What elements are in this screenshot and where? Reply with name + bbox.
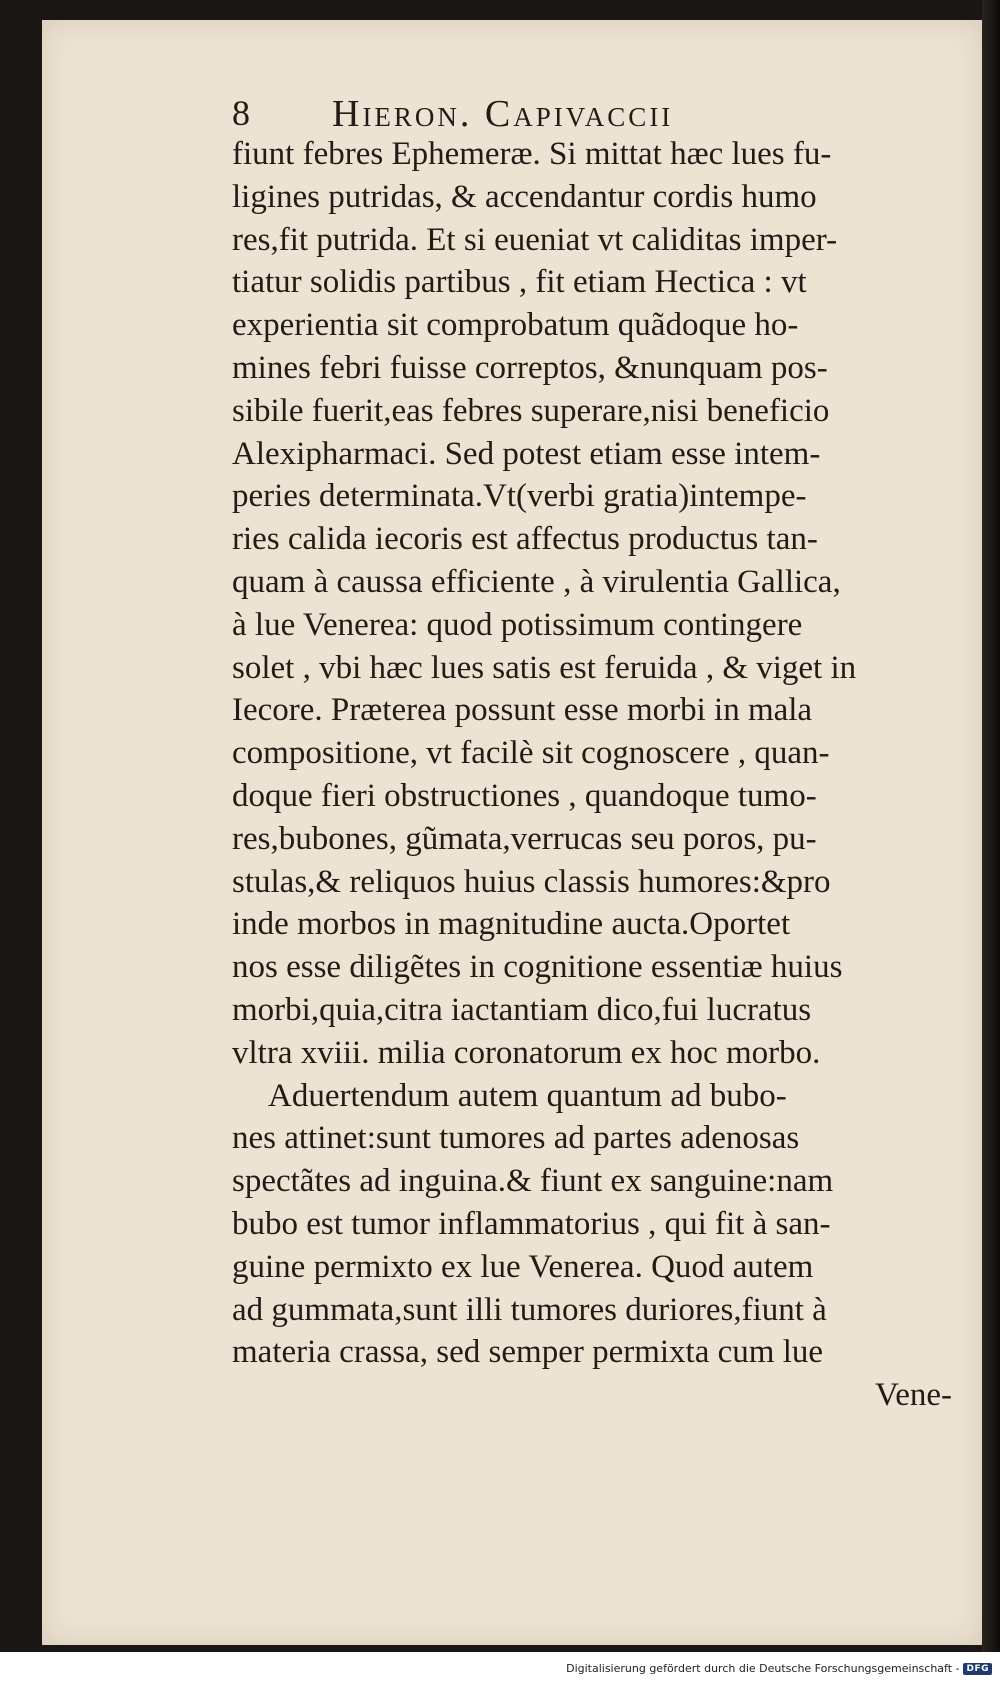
text-line: ligines putridas, & accendantur cordis humo [232, 178, 817, 215]
text-line: sibile fuerit,eas febres superare,nisi beneficio [232, 392, 830, 429]
text-line: à lue Venerea: quod potissimum contingere [232, 606, 803, 643]
catchword: Vene- [875, 1377, 952, 1414]
paragraph-start-line: Aduertendum autem quantum ad bubo- [268, 1077, 787, 1114]
text-line: spectãtes ad inguina.& fiunt ex sanguine:nam [232, 1163, 834, 1200]
text-line: Iecore. Præterea possunt esse morbi in mala [232, 692, 813, 729]
text-line: morbi,quia,citra iactantiam dico,fui lucratus [232, 991, 812, 1028]
text-line: compositione, vt facilè sit cognoscere , quan- [232, 735, 830, 772]
text-line: fiunt febres Ephemeræ. Si mittat hæc lues fu- [232, 136, 832, 172]
text-line: res,bubones, gũmata,verrucas seu poros, pu- [232, 820, 817, 857]
text-line: guine permixto ex lue Venerea. Quod autem [232, 1248, 814, 1285]
footer-credit-text: Digitalisierung gefördert durch die Deutsche Forschungsgemeinschaft - [566, 1662, 960, 1675]
text-line: vltra xviii. milia coronatorum ex hoc morbo. [232, 1034, 821, 1071]
text-line: mines febri fuisse correptos, &nunquam pos- [232, 349, 828, 386]
text-line: nes attinet:sunt tumores ad partes adenosas [232, 1120, 800, 1157]
text-line: Alexipharmaci. Sed potest etiam esse intem- [232, 435, 821, 472]
page-number: 8 [232, 93, 250, 133]
text-line: nos esse diligẽtes in cognitione essentiæ huius [232, 949, 843, 986]
text-line: doque fieri obstructiones , quandoque tumo- [232, 777, 817, 814]
text-line: materia crassa, sed semper permixta cum lue [232, 1334, 824, 1371]
dfg-logo-icon: DFG [963, 1663, 992, 1675]
text-line: inde morbos in magnitudine aucta.Oportet [232, 906, 791, 943]
text-line: tiatur solidis partibus , fit etiam Hectica : vt [232, 264, 807, 301]
body-text [232, 133, 952, 1417]
text-line: res,fit putrida. Et si eueniat vt caliditas imper- [232, 221, 838, 258]
text-line: ries calida iecoris est affectus productus tan- [232, 521, 818, 558]
text-line: peries determinata.Vt(verbi gratia)intempe- [232, 478, 807, 515]
text-line: solet , vbi hæc lues satis est feruida , & viget in [232, 649, 857, 686]
text-line: bubo est tumor inflammatorius , qui fit à san- [232, 1205, 831, 1242]
footer-credit [566, 1662, 992, 1675]
text-line: experientia sit comprobatum quãdoque ho- [232, 307, 799, 344]
text-line: stulas,& reliquos huius classis humores:&pro [232, 863, 831, 900]
text-line: quam à caussa efficiente , à virulentia Gallica, [232, 563, 841, 600]
text-line: ad gummata,sunt illi tumores duriores,fiunt à [232, 1291, 827, 1328]
page-edge-shadow [982, 0, 1000, 1652]
running-head: Hieron. Capivaccii [332, 93, 674, 135]
